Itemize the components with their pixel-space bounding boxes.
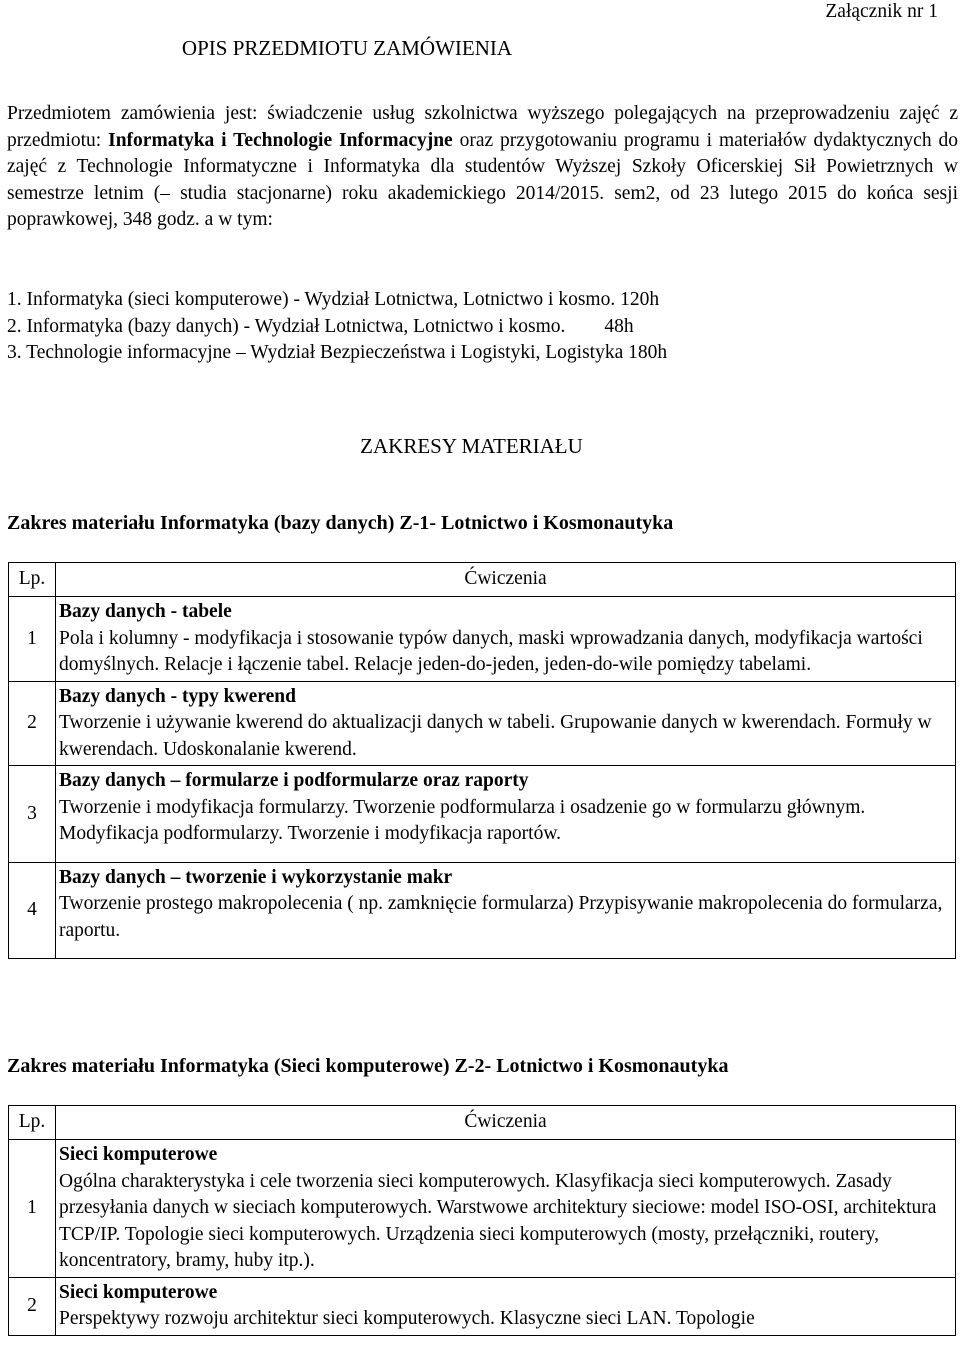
row-content: [56, 597, 956, 682]
section1-table: [8, 562, 956, 959]
row-topic: Bazy danych - typy kwerend: [59, 685, 296, 707]
column-header-lp: Lp.: [9, 1106, 56, 1140]
row-topic: Bazy danych – tworzenie i wykorzystanie makr: [59, 866, 453, 888]
intro-text-part1: Przedmiotem zamówienia jest: świadczenie usług szkolnictwa wyższego polegających na przeprowadzeniu zajęć z przedmiotu:: [7, 103, 958, 151]
row-content: [56, 1277, 956, 1335]
row-description: Tworzenie i używanie kwerend do aktualizacji danych w tabeli. Grupowanie danych w kwerendach. Formuły w kwerendach. Udoskonalanie kwerend.: [59, 712, 932, 760]
row-topic: Bazy danych – formularze i podformularze oraz raporty: [59, 770, 529, 791]
scope-item-3: 3. Technologie informacyjne – Wydział Bezpieczeństwa i Logistyki, Logistyka 180h: [7, 342, 668, 363]
row-number: 2: [9, 1277, 56, 1335]
intro-paragraph: [7, 101, 958, 234]
column-header-exercises: Ćwiczenia: [56, 1106, 956, 1140]
table-header-row: [9, 563, 956, 597]
intro-text-part2: oraz przygotowaniu programu i materiałów dydaktycznych do zajęć z Technologie Informatyczne i Informatyka dla studentów Wyższej Szkoły Oficerskiej Sił Powietrznych w semestrze letnim (– studia stacjonarne) roku akademickiego 2014/2015. sem2, od 23 lutego 2015 do końca sesji poprawkowej, 348 godz. a w tym:: [7, 129, 958, 230]
row-number: 2: [9, 681, 56, 766]
row-number: 1: [9, 1140, 56, 1278]
section2-heading: Zakres materiału Informatyka (Sieci komputerowe) Z-2- Lotnictwo i Kosmonautyka: [7, 1055, 729, 1077]
row-description: Ogólna charakterystyka i cele tworzenia sieci komputerowych. Klasyfikacja sieci komputerowych. Zasady przesyłania danych w sieciach komputerowych. Warstwowe architektury sieciowe: model ISO-OSI, architektura TCP/IP. Topologie sieci komputerowych. Urządzenia sieci komputerowych (mosty, przełączniki, routery, koncentratory, bramy, huby itp.).: [59, 1170, 937, 1271]
section2-table: [8, 1105, 956, 1336]
row-topic: Bazy danych - tabele: [59, 601, 232, 622]
table-row: [9, 597, 956, 682]
table-row: [9, 681, 956, 766]
intro-subject: Informatyka i Technologie Informacyjne: [108, 129, 453, 151]
table-header-row: [9, 1106, 956, 1140]
table-row: [9, 766, 956, 863]
section1-heading: Zakres materiału Informatyka (bazy danych) Z-1- Lotnictwo i Kosmonautyka: [7, 512, 674, 534]
row-topic: Sieci komputerowe: [59, 1281, 218, 1303]
row-description: Pola i kolumny - modyfikacja i stosowanie typów danych, maski wprowadzania danych, modyfikacja wartości domyślnych. Relacje i łączenie tabel. Relacje jeden-do-jeden, jeden-do-wile pomiędzy tabelami.: [59, 627, 923, 675]
scope-item-1: 1. Informatyka (sieci komputerowe) - Wydział Lotnictwa, Lotnictwo i kosmo. 120h: [7, 289, 660, 310]
row-description: Perspektywy rozwoju architektur sieci komputerowych. Klasyczne sieci LAN. Topologie: [59, 1308, 755, 1329]
row-content: [56, 766, 956, 863]
table-row: [9, 862, 956, 959]
row-content: [56, 1140, 956, 1278]
row-content: [56, 681, 956, 766]
column-header-lp: Lp.: [9, 563, 56, 597]
row-content: [56, 862, 956, 959]
table-row: [9, 1277, 956, 1335]
table-row: [9, 1140, 956, 1278]
row-topic: Sieci komputerowe: [59, 1144, 218, 1165]
row-description: Tworzenie prostego makropolecenia ( np. zamknięcie formularza) Przypisywanie makropolecenia do formularza, raportu.: [59, 893, 943, 941]
row-number: 4: [9, 862, 56, 959]
scope-item-2: 2. Informatyka (bazy danych) - Wydział Lotnictwa, Lotnictwo i kosmo. 48h: [7, 316, 634, 337]
attachment-label: Załącznik nr 1: [825, 1, 938, 22]
scope-title: ZAKRESY MATERIAŁU: [360, 434, 583, 458]
row-number: 3: [9, 766, 56, 863]
row-number: 1: [9, 597, 56, 682]
row-description: Tworzenie i modyfikacja formularzy. Tworzenie podformularza i osadzenie go w formularzu głównym. Modyfikacja podformularzy. Tworzenie i modyfikacja raportów.: [59, 796, 866, 844]
column-header-exercises: Ćwiczenia: [56, 563, 956, 597]
document-title: OPIS PRZEDMIOTU ZAMÓWIENIA: [181, 36, 513, 60]
